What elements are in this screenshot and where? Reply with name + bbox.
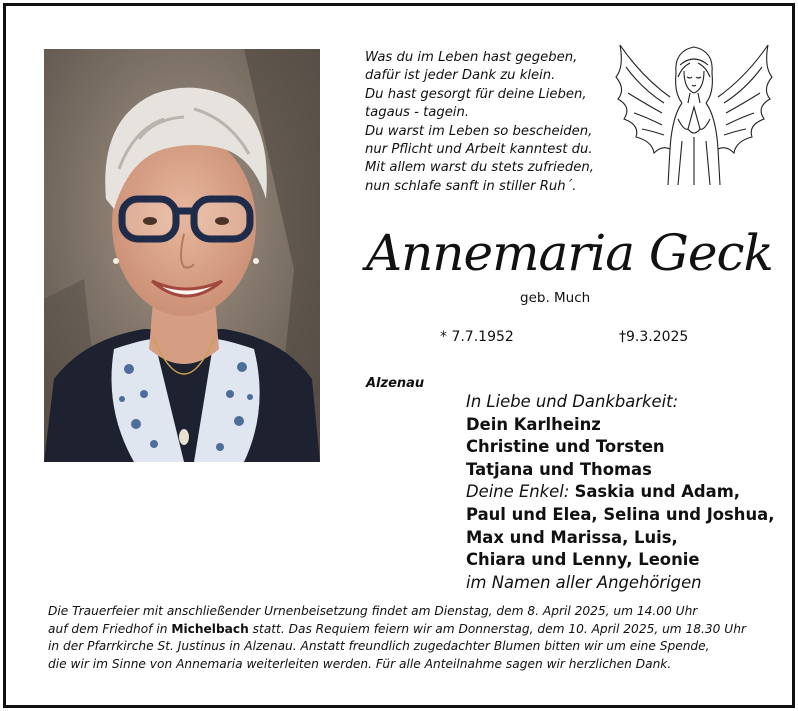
praying-angel-icon — [612, 37, 776, 189]
notice-text: statt. Das Requiem feiern wir am Donnerstag, dem 10. April 2025, um 18.30 Uhr — [248, 621, 746, 636]
poem-line: dafür ist jeder Dank zu klein. — [365, 68, 556, 84]
grandchildren-label: Deine Enkel: — [466, 482, 575, 502]
poem-line: Du warst im Leben so bescheiden, — [365, 123, 593, 139]
notice-line — [48, 621, 788, 639]
death-date: †9.3.2025 — [619, 329, 689, 345]
mourners-closing: im Namen aller Angehörigen — [466, 572, 702, 592]
poem — [365, 49, 625, 196]
poem-line: Du hast gesorgt für deine Lieben, — [365, 86, 587, 102]
mourner-line: Paul und Elea, Selina und Joshua, — [466, 504, 775, 524]
place: Alzenau — [366, 376, 425, 391]
mourner-line-grandchildren — [466, 481, 786, 504]
grandchildren-names: Saskia und Adam, — [574, 482, 741, 502]
portrait-photo — [44, 49, 320, 462]
notice-line: in der Pfarrkirche St. Justinus in Alzenau. Anstatt freundlich zugedachter Blumen bitten wir um eine Spende, — [48, 639, 710, 653]
poem-line: Was du im Leben hast gegeben, — [365, 50, 578, 65]
birth-name: geb. Much — [520, 290, 591, 306]
mourners-intro: In Liebe und Dankbarkeit: — [466, 392, 679, 411]
notice-line: die wir im Sinne von Annemaria weiterleiten werden. Für alle Anteilnahme sagen wir herzlichen Dank. — [48, 656, 672, 671]
mourner-line: Dein Karlheinz — [466, 414, 601, 434]
notice-text: auf dem Friedhof in — [48, 621, 172, 636]
poem-line: nun schlafe sanft in stiller Ruh´. — [365, 178, 577, 194]
mourner-line: Max und Marissa, Luis, — [466, 527, 678, 547]
poem-line: Mit allem warst du stets zufrieden, — [365, 160, 594, 176]
poem-line: nur Pflicht und Arbeit kanntest du. — [365, 142, 593, 158]
notice-place: Michelbach — [171, 621, 249, 636]
mourner-line: Christine und Torsten — [466, 437, 665, 457]
mourner-line: Chiara und Lenny, Leonie — [466, 550, 700, 570]
mourner-line: Tatjana und Thomas — [466, 459, 652, 479]
funeral-notice — [48, 603, 788, 673]
mourners-list — [466, 391, 786, 594]
poem-line: tagaus - tagein. — [365, 105, 470, 121]
birth-date: * 7.7.1952 — [440, 329, 514, 345]
deceased-name: Annemaria Geck — [366, 224, 773, 282]
notice-line: Die Trauerfeier mit anschließender Urnenbeisetzung findet am Dienstag, dem 8. April 2025, um 14.00 Uhr — [48, 604, 698, 618]
